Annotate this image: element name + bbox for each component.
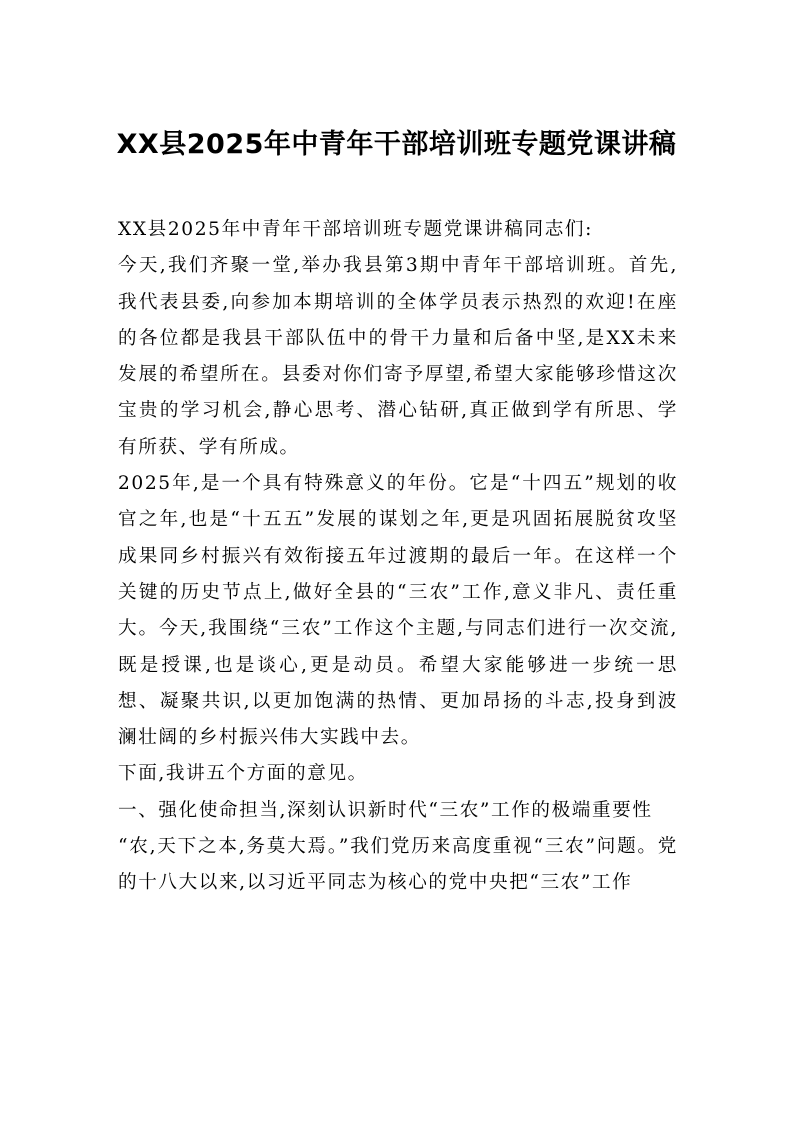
document-body [118, 212, 678, 902]
paragraph-opening: 今天,我们齐聚一堂,举办我县第3期中青年干部培训班。首先,我代表县委,向参加本期培训的全体学员表示热烈的欢迎!在座的各位都是我县干部队伍中的骨干力量和后备中坚,是XX未来发展的希望所在。县委对你们寄予厚望,希望大家能够珍惜这次宝贵的学习机会,静心思考、潜心钻研,真正做到学有所思、学有所获、学有所成。 [118, 255, 678, 458]
document-title: XX县2025年中青年干部培训班专题党课讲稿 [116, 129, 677, 160]
section-heading-1: 一、强化使命担当,深刻认识新时代“三农”工作的极端重要性 [118, 799, 653, 821]
paragraph-outline: 下面,我讲五个方面的意见。 [118, 763, 368, 785]
paragraph-section-1: “农,天下之本,务莫大焉。”我们党历来高度重视“三农”问题。党的十八大以来,以习近平同志为核心的党中央把“三农”工作 [118, 836, 678, 894]
paragraph-2025-significance: 2025年,是一个具有特殊意义的年份。它是“十四五”规划的收官之年,也是“十五五”发展的谋划之年,更是巩固拓展脱贫攻坚成果同乡村振兴有效衔接五年过渡期的最后一年。在这样一个关键的历史节点上,做好全县的“三农”工作,意义非凡、责任重大。今天,我围绕“三农”工作这个主题,与同志们进行一次交流,既是授课,也是谈心,更是动员。希望大家能够进一步统一思想、凝聚共识,以更加饱满的热情、更加昂扬的斗志,投身到波澜壮阔的乡村振兴伟大实践中去。 [118, 473, 678, 749]
paragraph-salutation: XX县2025年中青年干部培训班专题党课讲稿同志们: [118, 219, 593, 240]
